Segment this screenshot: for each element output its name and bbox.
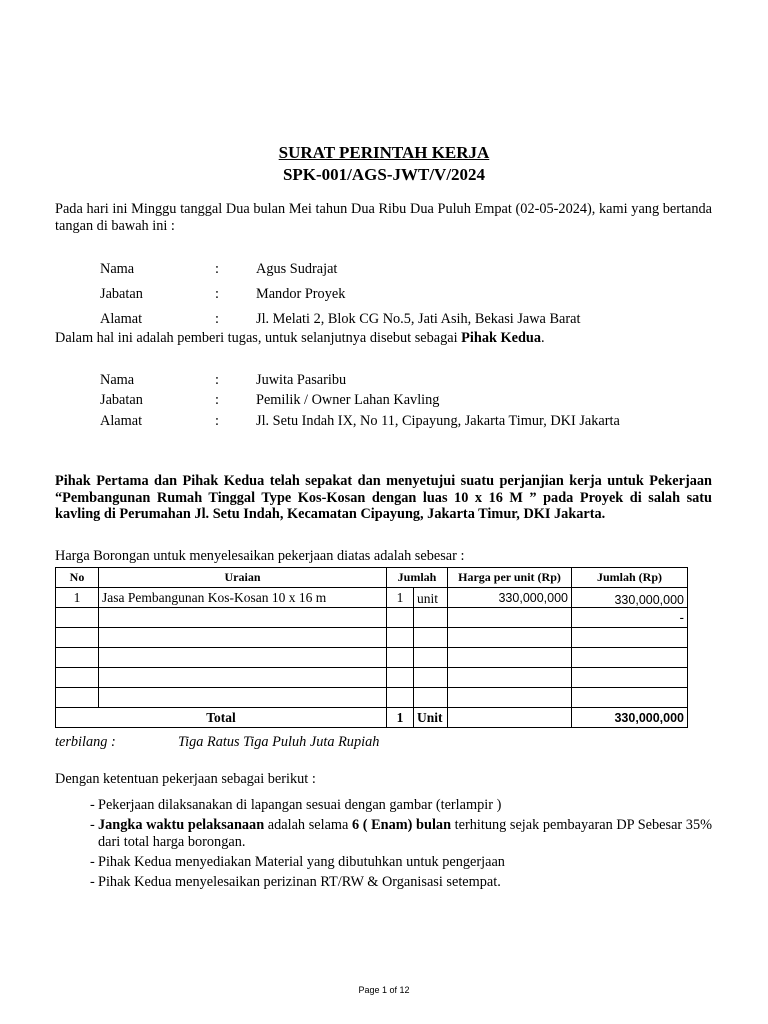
terms-list [90,797,712,894]
table-total-row [56,708,688,728]
list-item [90,854,712,871]
party1-alamat-colon: : [215,311,219,327]
party2-alamat-value: Jl. Setu Indah IX, No 11, Cipayung, Jakarta Timur, DKI Jakarta [256,413,620,429]
dash-bullet: - [90,817,95,833]
term-3-text: Pihak Kedua menyediakan Material yang dibutuhkan untuk pengerjaan [98,854,505,870]
terbilang-value: Tiga Ratus Tiga Puluh Juta Rupiah [178,734,380,750]
row1-total: 330,000,000 [572,588,688,608]
total-unit: Unit [414,708,448,728]
party2-nama-value: Juwita Pasaribu [256,372,347,388]
term-4-text: Pihak Kedua menyelesaikan perizinan RT/RW & Organisasi setempat. [98,874,501,890]
total-qty: 1 [387,708,414,728]
header-jumlah: Jumlah [387,568,448,588]
term-1-text: Pekerjaan dilaksanakan di lapangan sesuai dengan gambar (terlampir ) [98,797,502,813]
dash-bullet: - [90,797,95,813]
party1-nama-colon: : [215,261,219,277]
party1-alamat-label: Alamat [100,311,143,327]
header-total: Jumlah (Rp) [572,568,688,588]
party1-jabatan-colon: : [215,286,219,302]
document-number: SPK-001/AGS-JWT/V/2024 [282,165,486,184]
terbilang-label: terbilang : [55,734,116,750]
row1-no: 1 [56,588,99,608]
assignment-text: Dalam hal ini adalah pemberi tugas, untuk selanjutnya disebut sebagai [55,330,462,346]
list-item [90,874,712,891]
page-number: Page 1 of 12 [358,985,410,995]
party2-alamat-label: Alamat [100,413,143,429]
term-2-bold-2: 6 ( Enam) bulan [352,817,452,833]
party2-jabatan-label: Jabatan [100,392,143,408]
assignment-pihak-kedua: Pihak Kedua [461,330,542,346]
row1-harga: 330,000,000 [448,588,572,608]
assignment-paragraph [55,330,545,347]
party1-jabatan-label: Jabatan [100,286,143,302]
table-row [56,688,688,708]
dash-bullet: - [90,874,95,890]
total-label: Total [56,708,387,728]
party1-jabatan-value: Mandor Proyek [256,286,346,302]
assignment-period: . [541,330,545,346]
table-row [56,588,688,608]
price-table [55,567,688,728]
party2-jabatan-colon: : [215,392,219,408]
header-harga: Harga per unit (Rp) [448,568,572,588]
party1-nama-value: Agus Sudrajat [256,261,338,277]
row1-uraian: Jasa Pembangunan Kos-Kosan 10 x 16 m [99,588,387,608]
party2-nama-colon: : [215,372,219,388]
dash-bullet: - [90,854,95,870]
party1-nama-label: Nama [100,261,135,277]
document-title: SURAT PERINTAH KERJA [278,143,490,162]
harga-intro: Harga Borongan untuk menyelesaikan pekerjaan diatas adalah sebesar : [55,548,465,564]
row1-unit: unit [414,588,448,608]
table-header-row [56,568,688,588]
table-row [56,648,688,668]
intro-paragraph: Pada hari ini Minggu tanggal Dua bulan Mei tahun Dua Ribu Dua Puluh Empat (02-05-2024), kami yang bertanda tangan di bawah ini : [55,201,712,234]
term-2-text-1: adalah selama [264,817,352,833]
list-item [90,797,712,814]
term-2-text-2: terhitung sejak pembayaran DP Sebesar 35% dari total harga borongan. [98,817,712,850]
ketentuan-intro: Dengan ketentuan pekerjaan sebagai berikut : [55,771,316,787]
list-item [90,817,712,851]
row2-total: - [572,608,688,628]
party2-alamat-colon: : [215,413,219,429]
row1-qty: 1 [387,588,414,608]
agreement-paragraph: Pihak Pertama dan Pihak Kedua telah sepakat dan menyetujui suatu perjanjian kerja untuk Pekerjaan “Pembangunan Rumah Tinggal Type Kos-Kosan dengan luas 10 x 16 M ” pada Proyek di salah satu kavling di Perumahan Jl. Setu Indah, Kecamatan Cipayung, Jakarta Timur, DKI Jakarta. [55,473,712,523]
table-row [56,628,688,648]
table-row [56,608,688,628]
party2-jabatan-value: Pemilik / Owner Lahan Kavling [256,392,440,408]
party2-nama-label: Nama [100,372,135,388]
header-no: No [56,568,99,588]
total-amount: 330,000,000 [572,708,688,728]
header-uraian: Uraian [99,568,387,588]
term-2-bold-1: Jangka waktu pelaksanaan [98,817,265,833]
table-row [56,668,688,688]
party1-alamat-value: Jl. Melati 2, Blok CG No.5, Jati Asih, Bekasi Jawa Barat [256,311,581,327]
